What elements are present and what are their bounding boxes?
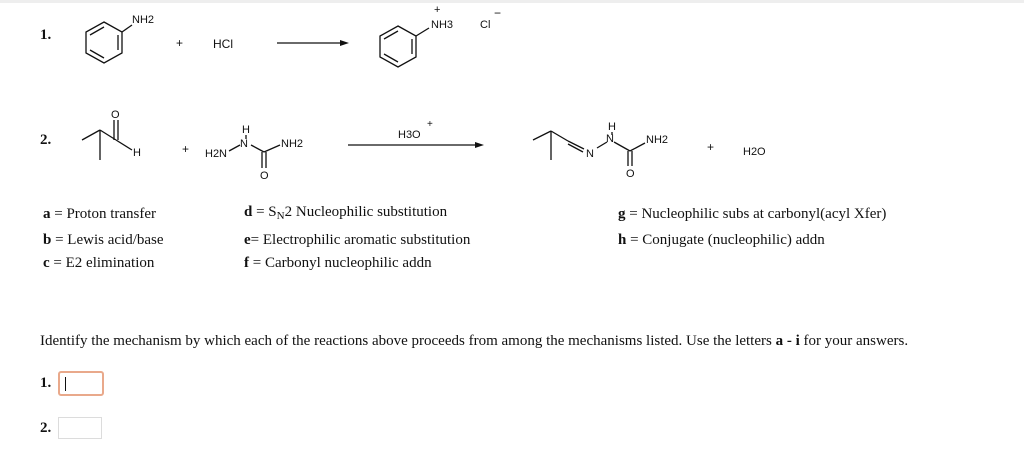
mechanism-h-letter: h	[618, 232, 627, 248]
catalyst-charge: +	[427, 119, 433, 130]
aldehyde-o-label: O	[111, 109, 120, 121]
answer-1-input[interactable]	[58, 371, 104, 396]
mechanism-c-text: = E2 elimination	[49, 255, 155, 271]
r2-plus1: +	[182, 142, 190, 156]
mechanism-a-text: = Proton transfer	[50, 206, 157, 222]
mechanism-d-text-post: 2 Nucleophilic substitution	[284, 204, 448, 220]
mechanism-g-letter: g	[618, 206, 626, 222]
mechanism-b-letter: b	[43, 232, 52, 248]
product-n2-label: N	[606, 133, 614, 145]
instructions-text	[40, 333, 908, 350]
mechanism-g-text: = Nucleophilic subs at carbonyl(acyl Xfer)	[625, 206, 887, 222]
text-caret	[65, 377, 66, 391]
mechanism-c	[43, 255, 154, 272]
catalyst-label: H3O	[398, 129, 421, 141]
reaction-2-number: 2.	[40, 132, 52, 148]
mechanism-c-letter: c	[43, 255, 50, 271]
mechanism-b-text: = Lewis acid/base	[51, 232, 164, 248]
r1-arrowhead	[340, 40, 349, 46]
mechanism-d	[244, 204, 447, 222]
mechanism-d-letter: d	[244, 204, 253, 220]
aldehyde-structure	[82, 120, 132, 160]
mechanism-a	[43, 206, 156, 223]
r1-plus: +	[176, 36, 184, 50]
instructions-main: Identify the mechanism by which each of the reactions above proceeds from among the mechanisms listed. Use the letters	[40, 333, 776, 349]
product-o-label: O	[626, 168, 635, 180]
urea-structure	[229, 135, 280, 168]
aniline-nh2-label: NH2	[132, 14, 155, 26]
mechanism-f-letter: f	[244, 255, 249, 271]
product-nh2-label: NH2	[646, 134, 669, 146]
urea-h2n-label: H2N	[205, 148, 228, 160]
chloride-charge: −	[494, 6, 502, 20]
hcl-label: HCl	[213, 37, 233, 51]
answer-1-label: 1.	[40, 375, 52, 391]
reaction-1-number: 1.	[40, 27, 52, 43]
answer-2-input[interactable]	[58, 417, 102, 439]
product-n1-label: N	[586, 148, 594, 160]
mechanism-f	[244, 255, 432, 272]
aniline-structure	[86, 22, 132, 63]
urea-o-label: O	[260, 170, 269, 182]
mechanism-b	[43, 232, 164, 249]
urea-h-label: H	[242, 124, 250, 136]
r2-plus2: +	[707, 140, 715, 154]
instructions-range: a - i	[775, 333, 800, 349]
mechanism-e-letter: e	[244, 232, 251, 248]
mechanism-f-text: = Carbonyl nucleophilic addn	[249, 255, 432, 271]
mechanism-e-text: = Electrophilic aromatic substitution	[250, 232, 471, 248]
mechanism-h-text: = Conjugate (nucleophilic) addn	[626, 232, 825, 248]
mechanism-d-subscript: N	[276, 210, 285, 222]
water-label: H2O	[743, 146, 766, 158]
mechanism-d-text-pre: = S	[252, 204, 277, 220]
aldehyde-h-label: H	[133, 147, 141, 159]
instructions-end: for your answers.	[799, 333, 909, 349]
anilinium-structure	[380, 26, 429, 67]
mechanism-a-letter: a	[43, 206, 51, 222]
anilinium-charge: +	[434, 4, 441, 16]
chloride-label: Cl	[480, 19, 491, 31]
r2-arrowhead	[475, 142, 484, 148]
answer-row-1	[40, 371, 104, 396]
answer-row-2	[40, 417, 102, 439]
mechanism-e	[244, 232, 470, 249]
anilinium-nh3-label: NH3	[431, 19, 454, 31]
urea-n-label: N	[240, 138, 248, 150]
answer-2-label: 2.	[40, 419, 52, 436]
urea-nh2-label: NH2	[281, 138, 304, 150]
product-h-label: H	[608, 121, 616, 133]
mechanism-h	[618, 232, 825, 249]
reaction-scheme	[0, 0, 1024, 200]
mechanism-g	[618, 206, 886, 223]
